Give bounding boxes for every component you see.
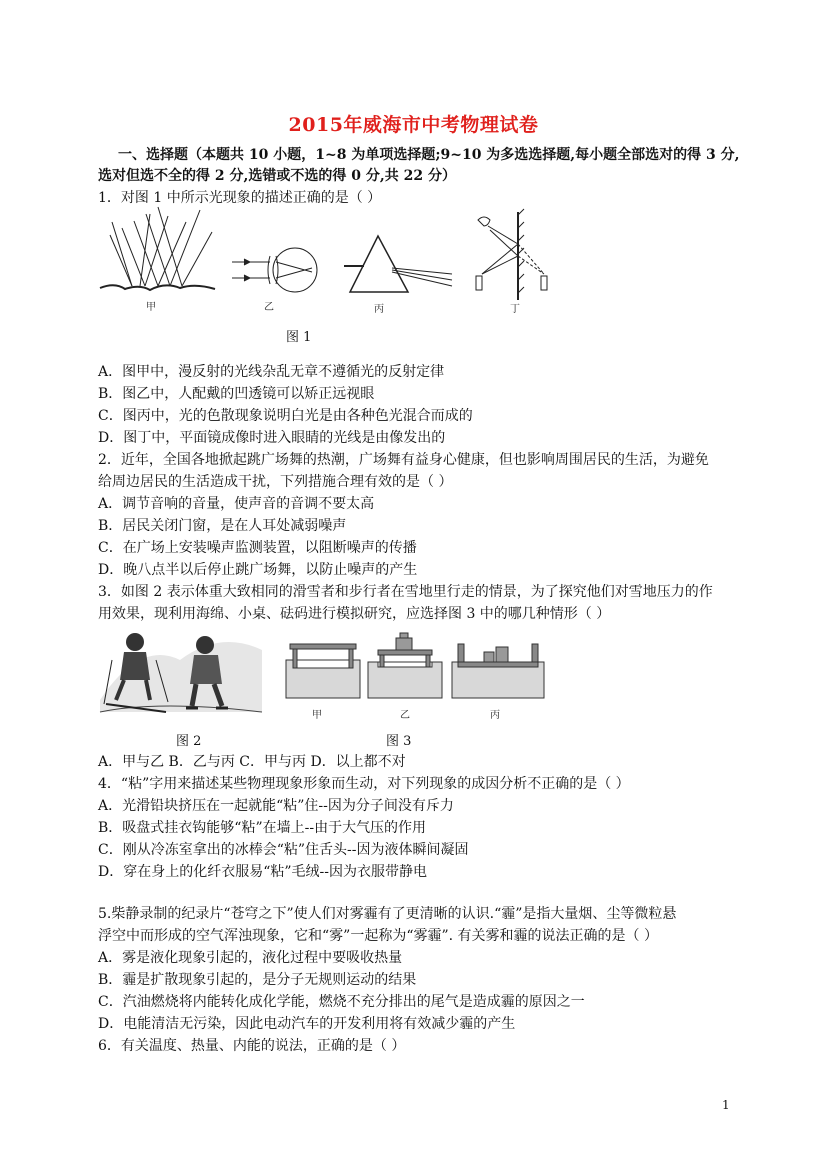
question-2-stem-cont: 给周边居民的生活造成干扰，下列措施合理有效的是（ ） [98, 474, 453, 490]
question-1-option-d: D．图丁中，平面镜成像时进入眼睛的光线是由像发出的 [98, 430, 446, 446]
section-header-cont: 选对但选不全的得 2 分,选错或不选的得 0 分,共 22 分） [98, 168, 456, 184]
question-5-option-b: B．霾是扩散现象引起的，是分子无规则运动的结果 [98, 972, 417, 988]
figure-3-label-yi: 乙 [400, 710, 410, 721]
figure-1-panel-ding [476, 209, 547, 300]
figure-3-panel-jia [286, 644, 360, 698]
figure-1-label-jia: 甲 [146, 302, 156, 313]
question-6-stem: 6．有关温度、热量、内能的说法，正确的是（ ） [98, 1038, 406, 1054]
figure-1-label-ding: 丁 [510, 304, 520, 315]
figure-2-caption: 图 2 [176, 734, 202, 749]
figure-3-panel-yi [368, 633, 442, 698]
page-number: 1 [722, 1098, 730, 1112]
question-4-stem: 4．“粘”字用来描述某些物理现象形象而生动，对下列现象的成因分析不正确的是（ ） [98, 776, 630, 792]
question-3-stem: 3．如图 2 表示体重大致相同的滑雪者和步行者在雪地里行走的情景，为了探究他们对雪地压力的作 [98, 584, 713, 600]
figure-3-caption: 图 3 [386, 734, 412, 749]
question-1-option-a: A．图甲中，漫反射的光线杂乱无章不遵循光的反射定律 [98, 364, 445, 380]
figure-1-panel-bing [344, 236, 452, 292]
figure-1-label-bing: 丙 [374, 304, 384, 315]
page-title: 2015年威海市中考物理试卷 [288, 114, 539, 136]
question-4-option-b: B．吸盘式挂衣钩能够“粘”在墙上--由于大气压的作用 [98, 820, 427, 836]
question-5-option-d: D．电能清洁无污染，因此电动汽车的开发利用将有效减少霾的产生 [98, 1016, 516, 1032]
figure-3-label-bing: 丙 [490, 710, 500, 721]
figure-1-panel-jia [100, 207, 215, 290]
figure-3-panel-bing [452, 644, 544, 698]
figure-3-label-jia: 甲 [312, 710, 322, 721]
figure-1-panel-yi [232, 248, 317, 292]
question-4-option-d: D．穿在身上的化纤衣服易“粘”毛绒--因为衣服带静电 [98, 864, 427, 880]
question-4-option-a: A．光滑铅块挤压在一起就能“粘”住--因为分子间没有斥力 [98, 798, 454, 814]
question-2-option-b: B．居民关闭门窗，是在人耳处减弱噪声 [98, 518, 347, 534]
question-1-option-b: B．图乙中，人配戴的凹透镜可以矫正远视眼 [98, 386, 375, 402]
figure-1-caption: 图 1 [286, 330, 312, 345]
question-2-stem: 2．近年，全国各地掀起跳广场舞的热潮，广场舞有益身心健康，但也影响周围居民的生活，为避免 [98, 452, 709, 468]
question-3-options: A．甲与乙 B．乙与丙 C．甲与丙 D．以上都不对 [98, 754, 406, 770]
question-1-option-c: C．图丙中，光的色散现象说明白光是由各种色光混合而成的 [98, 408, 473, 424]
section-header: 一、选择题（本题共 10 小题，1~8 为单项选择题;9~10 为多选选择题,每小题全部选对的得 3 分, [118, 147, 740, 163]
question-5-option-a: A．雾是液化现象引起的，液化过程中要吸收热量 [98, 950, 403, 966]
question-3-stem-cont: 用效果，现利用海绵、小桌、砝码进行模拟研究，应选择图 3 中的哪几种情形（ ） [98, 606, 611, 622]
question-5-stem: 5.柴静录制的纪录片“苍穹之下”使人们对雾霾有了更清晰的认识.“霾”是指大量烟、尘等微粒悬 [98, 906, 677, 922]
question-5-option-c: C．汽油燃烧将内能转化成化学能，燃烧不充分排出的尾气是造成霾的原因之一 [98, 994, 585, 1010]
question-4-option-c: C．刚从冷冻室拿出的冰棒会“粘”住舌头--因为液体瞬间凝固 [98, 842, 469, 858]
question-2-option-c: C．在广场上安装噪声监测装置，以阻断噪声的传播 [98, 540, 417, 556]
question-2-option-a: A．调节音响的音量，使声音的音调不要太高 [98, 496, 375, 512]
question-2-option-d: D．晚八点半以后停止跳广场舞，以防止噪声的产生 [98, 562, 418, 578]
question-1-stem: 1．对图 1 中所示光现象的描述正确的是（ ） [98, 190, 382, 206]
figure-1-label-yi: 乙 [264, 302, 274, 313]
figure-2-illustration [100, 633, 262, 712]
question-5-stem-cont: 浮空中而形成的空气浑浊现象，它和“雾”一起称为“雾霾”. 有关雾和霾的说法正确的是（ ） [98, 928, 658, 944]
